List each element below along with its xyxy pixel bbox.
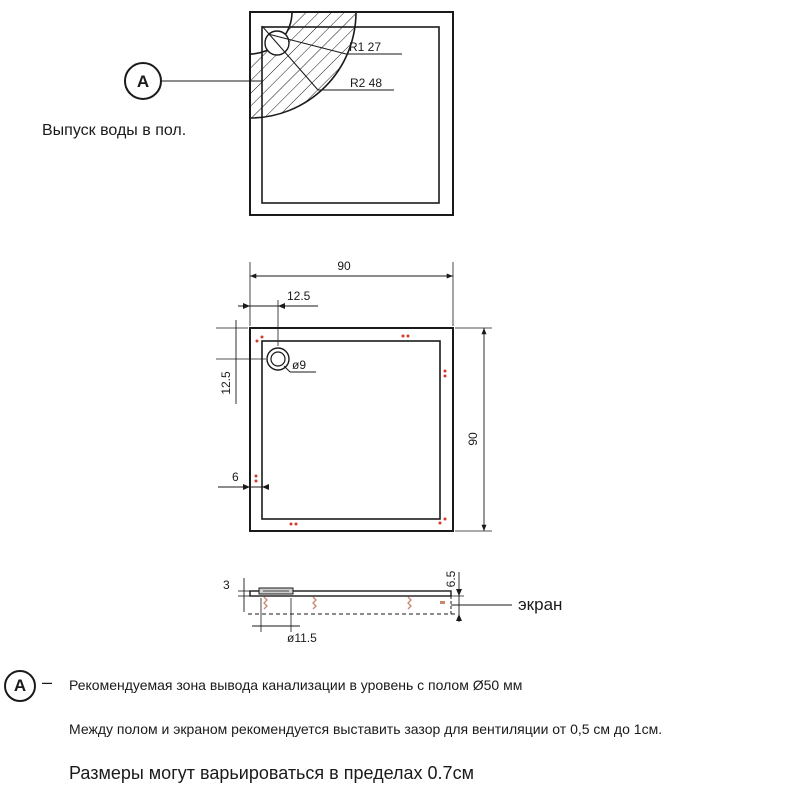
callout-a-label: Выпуск воды в пол. xyxy=(42,122,187,139)
drain-zone-hatch xyxy=(250,12,356,118)
support-stud xyxy=(408,597,411,609)
tray-height-label: 3 xyxy=(223,578,230,592)
support-marker xyxy=(261,336,264,339)
r2-label: R2 48 xyxy=(350,76,383,90)
support-stud xyxy=(264,597,267,609)
drain-x-arrow-left xyxy=(243,303,250,309)
support-marker xyxy=(295,523,298,526)
plan-drain-inner xyxy=(271,352,285,366)
rim-arrow-right xyxy=(262,484,269,490)
screen-height-label: 6.5 xyxy=(444,570,458,588)
r1-label: R1 27 xyxy=(349,40,382,54)
support-marker xyxy=(444,518,447,521)
drain-x-arrow-right xyxy=(278,303,285,309)
support-marker xyxy=(255,480,258,483)
drain-x-label: 12.5 xyxy=(287,289,311,303)
note-drain-zone: Рекомендуемая зона вывода канализации в уровень с полом Ø50 мм xyxy=(69,677,523,693)
screen-height-arrow-down xyxy=(456,589,462,596)
rim-arrow-left xyxy=(243,484,250,490)
plan-drain-outer xyxy=(267,348,289,370)
side-section xyxy=(223,570,562,645)
depth-dimension-label: 90 xyxy=(466,432,480,446)
support-marker xyxy=(439,522,442,525)
rim-dimension-label: 6 xyxy=(232,470,239,484)
legend-a-circle: A xyxy=(4,670,36,702)
support-stud xyxy=(313,597,316,609)
support-marker xyxy=(255,475,258,478)
screen-height-arrow-up xyxy=(456,614,462,621)
drain-hole-label: ø11.5 xyxy=(287,631,317,645)
support-marker xyxy=(402,335,405,338)
plan-tray-inner-rim xyxy=(262,341,440,519)
note-size-tolerance: Размеры могут варьироваться в пределах 0.7см xyxy=(69,763,474,783)
legend-dash: – xyxy=(42,672,53,692)
top-view xyxy=(42,12,453,215)
support-marker xyxy=(444,375,447,378)
width-dimension-label: 90 xyxy=(337,259,351,273)
note-ventilation-gap: Между полом и экраном рекомендуется выставить зазор для вентиляции от 0,5 см до 1см. xyxy=(69,721,663,737)
support-marker xyxy=(407,335,410,338)
rim-end-marker xyxy=(440,601,445,604)
drain-diameter-label: ø9 xyxy=(292,358,307,372)
support-studs xyxy=(264,597,411,609)
callout-a-letter: A xyxy=(136,72,150,91)
screen-label: экран xyxy=(518,595,563,614)
plan-view xyxy=(216,259,492,531)
support-marker xyxy=(290,523,293,526)
drain-diameter-leader xyxy=(284,366,290,372)
plan-tray-outline xyxy=(250,328,453,531)
drain-y-label: 12.5 xyxy=(219,371,233,395)
support-marker xyxy=(256,340,259,343)
support-marker xyxy=(444,370,447,373)
